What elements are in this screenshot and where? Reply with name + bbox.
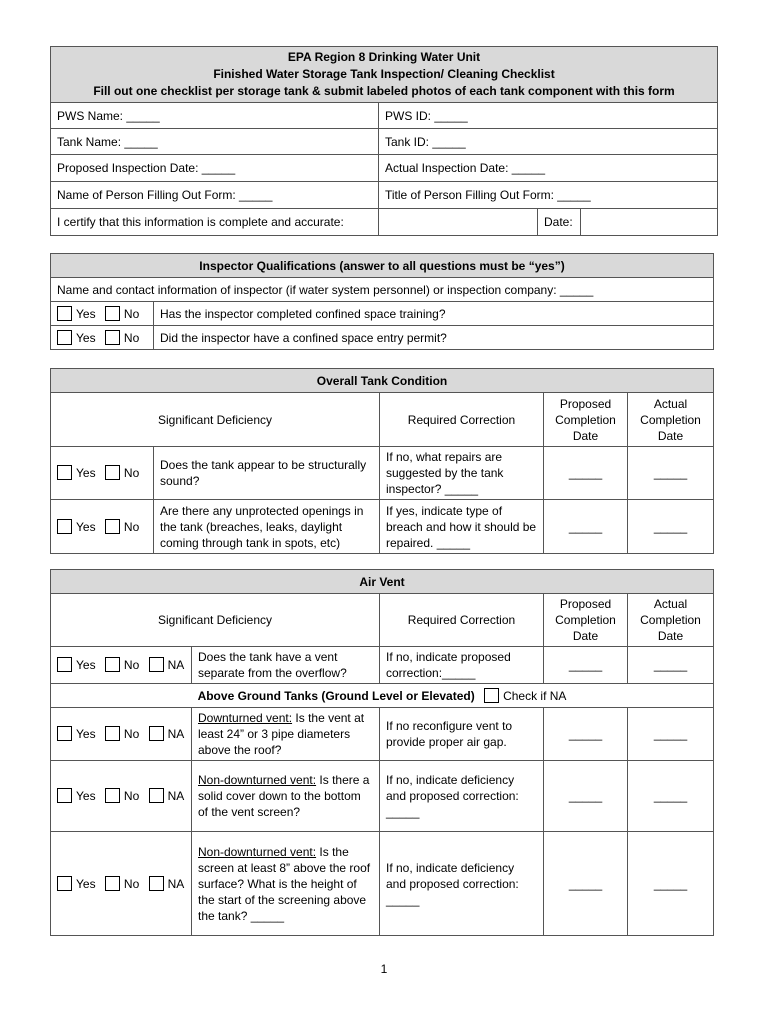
yes-checkbox[interactable]	[57, 330, 72, 345]
no-label: No	[123, 658, 140, 672]
above-ground-label: Above Ground Tanks (Ground Level or Elevated)	[197, 688, 475, 703]
overall-condition-table	[50, 368, 714, 554]
na-label: NA	[167, 727, 185, 741]
downturned-vent-answer	[51, 708, 192, 761]
air-vent-table	[50, 569, 714, 936]
actual-date-field[interactable]: _____	[628, 447, 714, 500]
yes-label: Yes	[76, 789, 96, 803]
actual-date-field[interactable]: _____	[628, 832, 714, 936]
yes-checkbox[interactable]	[57, 788, 72, 803]
proposed-date-column-header: Proposed Completion Date	[544, 393, 628, 447]
na-label: NA	[167, 876, 185, 891]
check-if-na-label: Check if NA	[503, 688, 567, 703]
pws-name-field[interactable]: PWS Name: _____	[51, 103, 379, 129]
no-label: No	[123, 727, 140, 741]
screen-height-prefix: Non-downturned vent:	[198, 844, 317, 859]
no-checkbox[interactable]	[105, 465, 120, 480]
tank-name-field[interactable]: Tank Name: _____	[51, 129, 379, 155]
deficiency-column-header: Significant Deficiency	[51, 594, 380, 647]
form-subtitle: Finished Water Storage Tank Inspection/ Cleaning Checklist	[213, 67, 555, 81]
screen-height-question	[192, 832, 380, 936]
solid-cover-question	[192, 761, 380, 832]
date-field[interactable]	[581, 209, 718, 236]
actual-date-field[interactable]: _____	[628, 647, 714, 684]
na-checkbox[interactable]	[149, 788, 164, 803]
form-title: EPA Region 8 Drinking Water Unit	[287, 50, 481, 64]
separate-vent-question: Does the tank have a vent separate from the overflow?	[192, 647, 380, 684]
na-checkbox[interactable]	[149, 876, 164, 891]
page-number: 1	[380, 962, 388, 976]
no-checkbox[interactable]	[105, 726, 120, 741]
tank-id-field[interactable]: Tank ID: _____	[379, 129, 718, 155]
yes-label: Yes	[76, 306, 96, 321]
no-checkbox[interactable]	[105, 657, 120, 672]
no-label: No	[123, 466, 140, 480]
yes-checkbox[interactable]	[57, 306, 72, 321]
proposed-date-field[interactable]: _____	[544, 447, 628, 500]
actual-date-column-header: Actual Completion Date	[628, 594, 714, 647]
deficiency-column-header: Significant Deficiency	[51, 393, 380, 447]
pws-id-field[interactable]: PWS ID: _____	[379, 103, 718, 129]
openings-question: Are there any unprotected openings in the tank (breaches, leaks, daylight coming through tank in spots, etc)	[154, 500, 380, 554]
na-checkbox[interactable]	[149, 726, 164, 741]
yes-label: Yes	[76, 727, 96, 741]
proposed-date-field[interactable]: _____	[544, 761, 628, 832]
actual-date-column-header: Actual Completion Date	[628, 393, 714, 447]
proposed-date-field[interactable]: _____	[544, 832, 628, 936]
downturned-vent-prefix: Downturned vent:	[198, 711, 293, 725]
no-label: No	[123, 330, 140, 345]
solid-cover-text: Is there a solid cover down to the bottom of the vent screen?	[198, 773, 370, 819]
no-checkbox[interactable]	[105, 306, 120, 321]
actual-date-field[interactable]: _____	[628, 708, 714, 761]
yes-label: Yes	[76, 466, 96, 480]
separate-vent-answer	[51, 647, 192, 684]
yes-label: Yes	[76, 330, 96, 345]
na-checkbox[interactable]	[149, 657, 164, 672]
structural-correction[interactable]: If no, what repairs are suggested by the tank inspector? _____	[380, 447, 544, 500]
inspector-qualifications-table	[50, 253, 714, 350]
yes-label: Yes	[76, 519, 96, 534]
date-label: Date:	[538, 209, 581, 236]
check-if-na-checkbox[interactable]	[484, 688, 499, 703]
solid-cover-prefix: Non-downturned vent:	[198, 773, 317, 787]
yes-label: Yes	[76, 876, 96, 891]
no-checkbox[interactable]	[105, 519, 120, 534]
openings-answer	[51, 500, 154, 554]
yes-checkbox[interactable]	[57, 876, 72, 891]
downturned-vent-question	[192, 708, 380, 761]
qualifications-header: Inspector Qualifications (answer to all questions must be “yes”)	[51, 254, 714, 278]
screen-height-correction[interactable]: If no, indicate deficiency and proposed correction: _____	[380, 832, 544, 936]
form-instructions: Fill out one checklist per storage tank & submit labeled photos of each tank component with this form	[93, 84, 675, 98]
above-ground-subheader	[51, 684, 714, 708]
actual-date-field[interactable]: _____	[628, 761, 714, 832]
proposed-date-column-header: Proposed Completion Date	[544, 594, 628, 647]
permit-answer	[51, 326, 154, 350]
overall-condition-header: Overall Tank Condition	[51, 369, 714, 393]
solid-cover-answer	[51, 761, 192, 832]
training-question: Has the inspector completed confined space training?	[154, 302, 714, 326]
no-label: No	[123, 876, 140, 891]
correction-column-header: Required Correction	[380, 594, 544, 647]
actual-inspection-date-field[interactable]: Actual Inspection Date: _____	[379, 155, 718, 182]
no-checkbox[interactable]	[105, 788, 120, 803]
downturned-vent-correction[interactable]: If no reconfigure vent to provide proper air gap.	[380, 708, 544, 761]
screen-height-answer	[51, 832, 192, 936]
training-answer	[51, 302, 154, 326]
screen-height-text: Is the screen at least 8” above the roof surface? What is the height of the start of the screening above the tank? _____	[198, 844, 371, 923]
yes-label: Yes	[76, 658, 96, 672]
certify-label: I certify that this information is complete and accurate:	[51, 209, 379, 236]
yes-checkbox[interactable]	[57, 465, 72, 480]
no-label: No	[123, 306, 140, 321]
proposed-date-field[interactable]: _____	[544, 708, 628, 761]
header-info-table	[50, 46, 718, 236]
proposed-date-field[interactable]: _____	[544, 647, 628, 684]
no-label: No	[123, 519, 140, 534]
na-label: NA	[167, 658, 185, 672]
certify-signature-field[interactable]	[379, 209, 538, 236]
proposed-inspection-date-field[interactable]: Proposed Inspection Date: _____	[51, 155, 379, 182]
correction-column-header: Required Correction	[380, 393, 544, 447]
permit-question: Did the inspector have a confined space entry permit?	[154, 326, 714, 350]
downturned-vent-text: Is the vent at least 24” or 3 pipe diameters above the roof?	[198, 711, 365, 757]
structural-question: Does the tank appear to be structurally sound?	[154, 447, 380, 500]
na-label: NA	[167, 789, 185, 803]
yes-checkbox[interactable]	[57, 726, 72, 741]
structural-answer	[51, 447, 154, 500]
air-vent-header: Air Vent	[51, 570, 714, 594]
proposed-date-field[interactable]: _____	[544, 500, 628, 554]
yes-checkbox[interactable]	[57, 657, 72, 672]
yes-checkbox[interactable]	[57, 519, 72, 534]
separate-vent-correction[interactable]: If no, indicate proposed correction:_____	[380, 647, 544, 684]
no-checkbox[interactable]	[105, 330, 120, 345]
person-name-field[interactable]: Name of Person Filling Out Form: _____	[51, 182, 379, 209]
no-checkbox[interactable]	[105, 876, 120, 891]
inspector-contact-field[interactable]: Name and contact information of inspector (if water system personnel) or inspection company: _____	[51, 278, 714, 302]
openings-correction[interactable]: If yes, indicate type of breach and how it should be repaired. _____	[380, 500, 544, 554]
form-header	[51, 47, 718, 103]
person-title-field[interactable]: Title of Person Filling Out Form: _____	[379, 182, 718, 209]
no-label: No	[123, 789, 140, 803]
solid-cover-correction[interactable]: If no, indicate deficiency and proposed correction: _____	[380, 761, 544, 832]
actual-date-field[interactable]: _____	[628, 500, 714, 554]
